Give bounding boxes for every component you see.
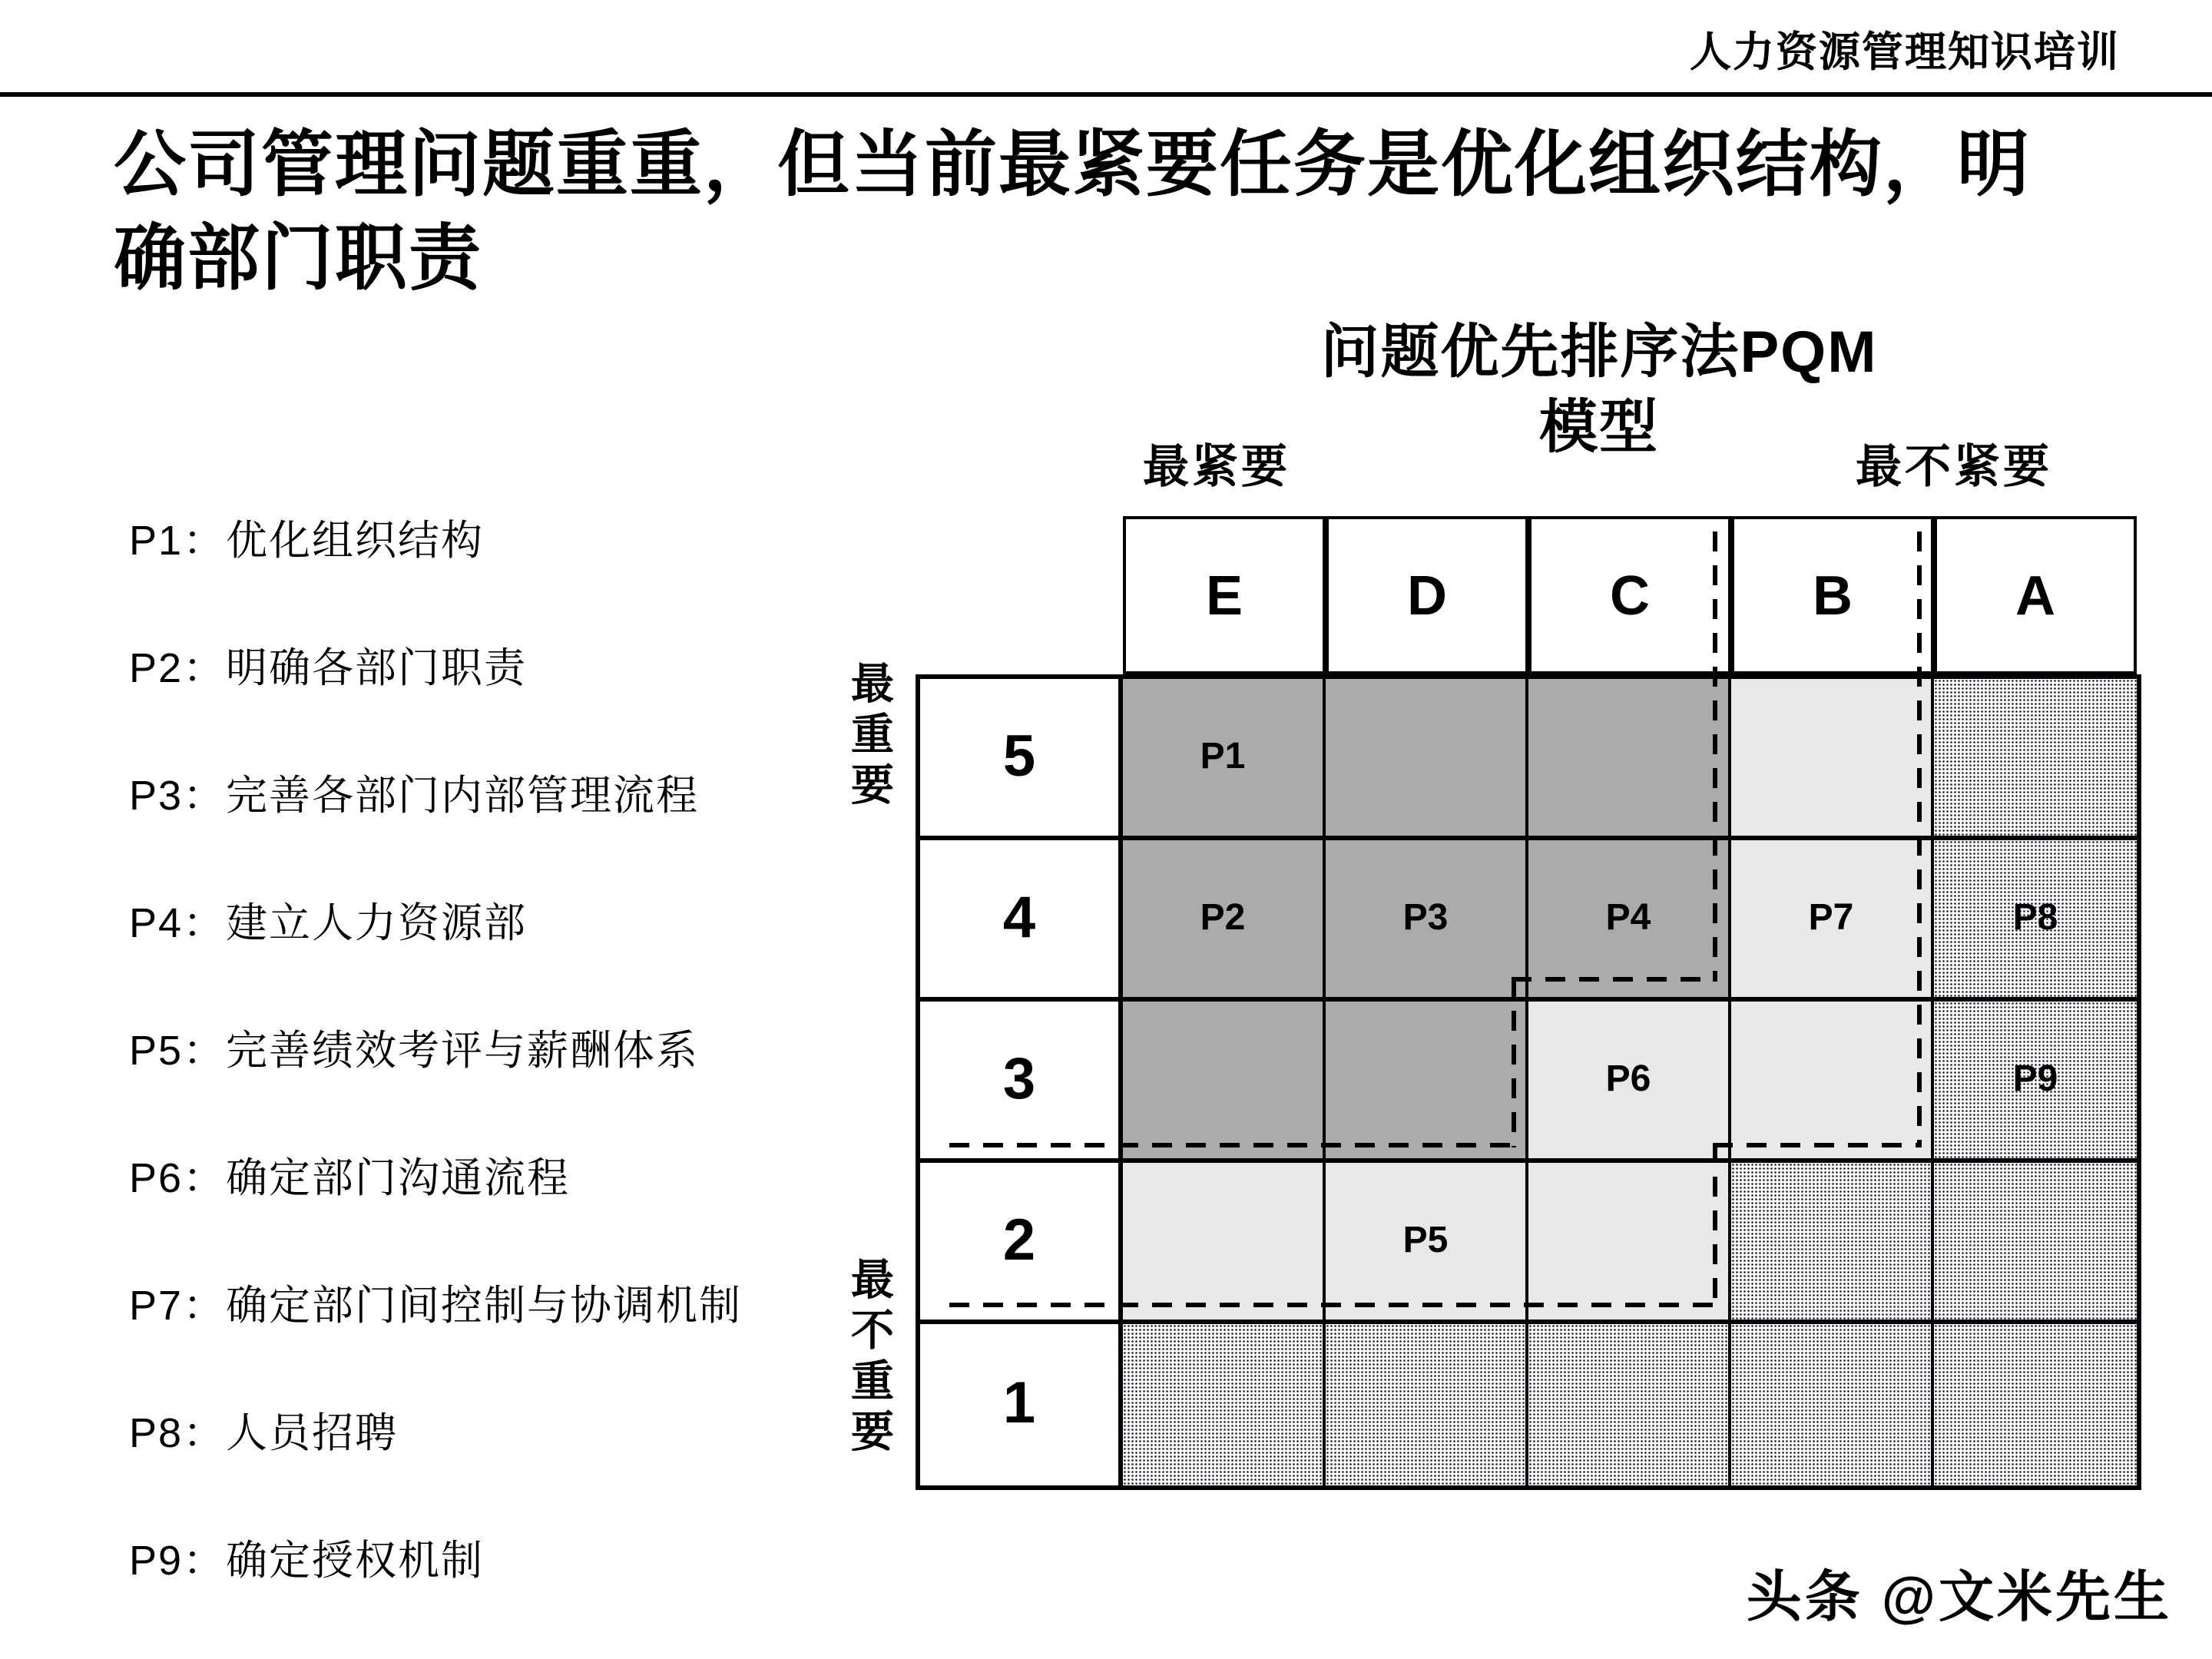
cell-c1 <box>1528 1324 1731 1485</box>
list-item: P2：明确各部门职责 <box>129 645 528 691</box>
list-item: P6：确定部门沟通流程 <box>129 1155 571 1201</box>
priority-boundary-inner-vertical-1 <box>1713 531 1717 982</box>
cell-d2: P5 <box>1326 1163 1528 1324</box>
cell-a5 <box>1934 679 2137 840</box>
deck-header-text: 人力资源管理知识培训 <box>1690 29 2120 75</box>
priority-boundary-inner-horizontal-1 <box>1512 977 1717 982</box>
cell-a2 <box>1934 1163 2137 1324</box>
importance-axis-label-most: 最重要 <box>846 661 894 813</box>
cell-d4: P3 <box>1326 840 1528 1002</box>
list-item: P4：建立人力资源部 <box>129 900 528 946</box>
page-title <box>114 117 2141 304</box>
priority-boundary-inner-horizontal-2 <box>949 1143 1516 1147</box>
cell-e3 <box>1123 1002 1326 1163</box>
row-header-1: 1 <box>920 1324 1123 1485</box>
urgency-axis-label-least: 最不紧要 <box>1856 442 2052 493</box>
list-item: P3：完善各部门内部管理流程 <box>129 773 700 819</box>
cell-c4: P4 <box>1528 840 1731 1002</box>
watermark: 头条 @文米先生 <box>1746 1565 2172 1628</box>
list-item: P9：确定授权机制 <box>129 1538 485 1584</box>
cell-c5 <box>1528 679 1731 840</box>
cell-d5 <box>1326 679 1528 840</box>
cell-b4: P7 <box>1731 840 1934 1002</box>
matrix-title-line-1: 问题优先排序法PQM <box>1320 321 1878 386</box>
page-title-line-2: 确部门职责 <box>114 217 482 298</box>
priority-boundary-outer-vertical-2 <box>1713 1143 1717 1307</box>
cell-e5: P1 <box>1123 679 1326 840</box>
column-header-d: D <box>1326 516 1528 674</box>
cell-b3 <box>1731 1002 1934 1163</box>
priority-boundary-inner-vertical-2 <box>1512 977 1516 1147</box>
matrix-title-line-2: 模型 <box>1538 396 1659 461</box>
row-header-2: 2 <box>920 1163 1123 1324</box>
row-header-3: 3 <box>920 1002 1123 1163</box>
matrix-column-headers <box>1123 516 2137 674</box>
column-header-b: B <box>1731 516 1934 674</box>
column-header-a: A <box>1934 516 2137 674</box>
column-header-c: C <box>1528 516 1731 674</box>
cell-c3: P6 <box>1528 1002 1731 1163</box>
cell-e2 <box>1123 1163 1326 1324</box>
urgency-axis-label-most: 最紧要 <box>1143 442 1290 493</box>
row-header-5: 5 <box>920 679 1123 840</box>
cell-e1 <box>1123 1324 1326 1485</box>
cell-d1 <box>1326 1324 1528 1485</box>
cell-a3: P9 <box>1934 1002 2137 1163</box>
cell-c2 <box>1528 1163 1731 1324</box>
priority-boundary-outer-horizontal-1 <box>1713 1143 1922 1147</box>
list-item: P8：人员招聘 <box>129 1410 399 1456</box>
importance-axis-label-least: 最不重要 <box>846 1257 894 1459</box>
priority-matrix <box>916 674 2141 1490</box>
priority-boundary-outer-horizontal-2 <box>949 1303 1717 1307</box>
row-header-4: 4 <box>920 840 1123 1002</box>
cell-d3 <box>1326 1002 1528 1163</box>
cell-b2 <box>1731 1163 1934 1324</box>
cell-a1 <box>1934 1324 2137 1485</box>
list-item: P5：完善绩效考评与薪酬体系 <box>129 1028 700 1074</box>
column-header-e: E <box>1123 516 1326 674</box>
list-item: P7：确定部门间控制与协调机制 <box>129 1283 743 1329</box>
cell-b1 <box>1731 1324 1934 1485</box>
cell-a4: P8 <box>1934 840 2137 1002</box>
list-item: P1：优化组织结构 <box>129 518 485 564</box>
page-title-line-1: 公司管理问题重重，但当前最紧要任务是优化组织结构，明 <box>114 123 2031 204</box>
priority-boundary-outer-vertical-1 <box>1917 531 1922 1147</box>
cell-b5 <box>1731 679 1934 840</box>
header-divider-line <box>0 92 2212 97</box>
problem-list <box>129 507 742 1587</box>
cell-e4: P2 <box>1123 840 1326 1002</box>
